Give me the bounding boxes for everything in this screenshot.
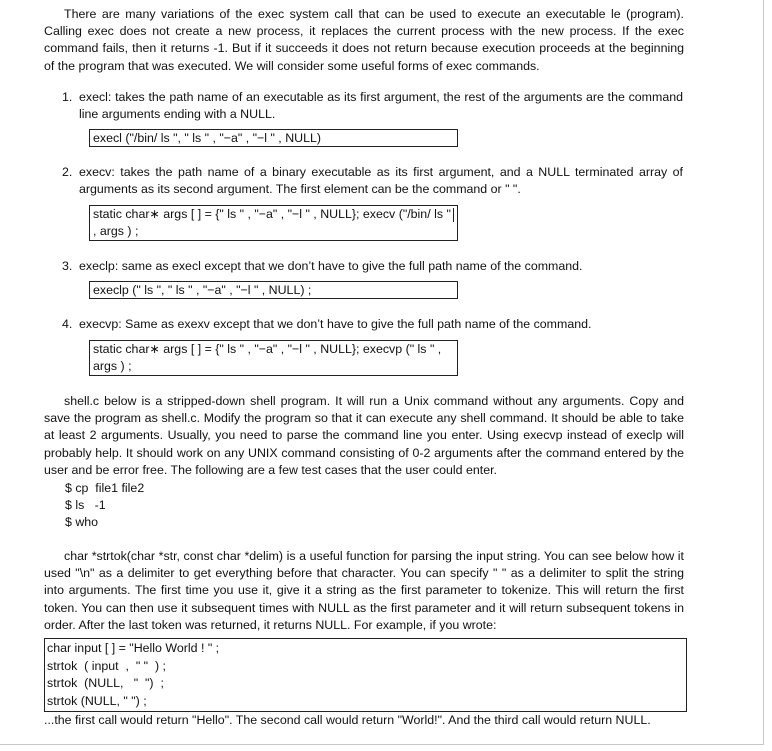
test-case-who: $ who [65,515,99,529]
text-cursor-icon [453,208,454,222]
code-box-execlp [89,281,458,299]
code-line: args ) ; [93,359,132,373]
example-code-line: char input [ ] = "Hello World ! " ; [47,641,220,655]
list-number-4: 4. [62,317,73,331]
code-text: static char∗ args [ ] = {" ls " , "−a" , "−l " , NULL}; execv ("/bin/ ls " [93,207,451,221]
example-code-line: strtok (NULL, " ") ; [47,693,147,708]
code-line: execlp (" ls ", " ls " , "−a" , "−l " , NULL) ; [93,283,312,297]
shell-paragraph: shell.c below is a stripped-down shell program. It will run a Unix command without any arguments. Copy and save the program as shell.c. Modify the program so that it can execute any shell command. It should be able to take at least 2 arguments. Usually, you need to parse the command line you enter. Using execvp instead of execlp will probably help. It should work on any UNIX command consisting of 0-2 arguments after the command entered by the user and be error free. The following are a few test cases that the user could enter. [44,394,684,477]
list-text-3: execlp: same as execl except that we don’t have to give the full path name of the command. [79,259,583,273]
list-number-1: 1. [62,90,73,104]
code-box-execl [89,129,458,147]
example-code-line: strtok ( input , " " ) ; [47,658,166,673]
strtok-paragraph: char *strtok(char *str, const char *delim) is a useful function for parsing the input string. You can see below how it used "\n" as a delimiter to get everything before that character. You can specify " " as a delimiter to split the string into arguments. The first time you use it, give it a string as the first parameter to tokenize. This will return the first token. You can then use it subsequent times with NULL as the first parameter and it will return subsequent tokens in order. After the last token was returned, it returns NULL. For example, if you wrote: [44,549,684,632]
result-text: ...the first call would return "Hello". The second call would return "World!". And the third call would return NULL. [44,713,651,727]
test-case-ls: $ ls -1 [65,498,106,512]
list-text-4: execvp: Same as exexv except that we don’t have to give the full path name of the command. [79,317,592,331]
page-edge-bottom [0,744,764,745]
code-line: execl ("/bin/ ls ", " ls " , "−a" , "−l " , NULL) [93,131,321,145]
code-box-execv [89,205,458,241]
page-edge-right [763,0,764,744]
list-number-3: 3. [62,259,73,273]
code-line: , args ) ; [93,224,139,238]
list-number-2: 2. [62,165,73,179]
list-text-2: execv: takes the path name of a binary executable as its first argument, and a NULL terminated array of arguments as its second argument. The first element can be the command or " ". [79,165,683,197]
test-case-cp: $ cp file1 file2 [65,481,145,495]
code-box-execvp [89,340,458,376]
list-text-1: execl: takes the path name of an executable as its first argument, the rest of the arguments are the command line arguments ending with a NULL. [79,90,683,122]
example-code-box [44,638,687,712]
example-code-line: strtok (NULL, " ") ; [47,676,164,691]
code-line [93,206,457,223]
code-line: static char∗ args [ ] = {" ls " , "−a" , "−l " , NULL}; execvp (" ls " , [93,342,442,356]
intro-paragraph: There are many variations of the exec system call that can be used to execute an executable le (program). Calling exec does not create a new process, it replaces the current process with the new process. If the exec command fails, then it returns -1. But if it succeeds it does not return because execution proceeds at the beginning of the program that was executed. We will consider some useful forms of exec commands. [44,7,684,73]
